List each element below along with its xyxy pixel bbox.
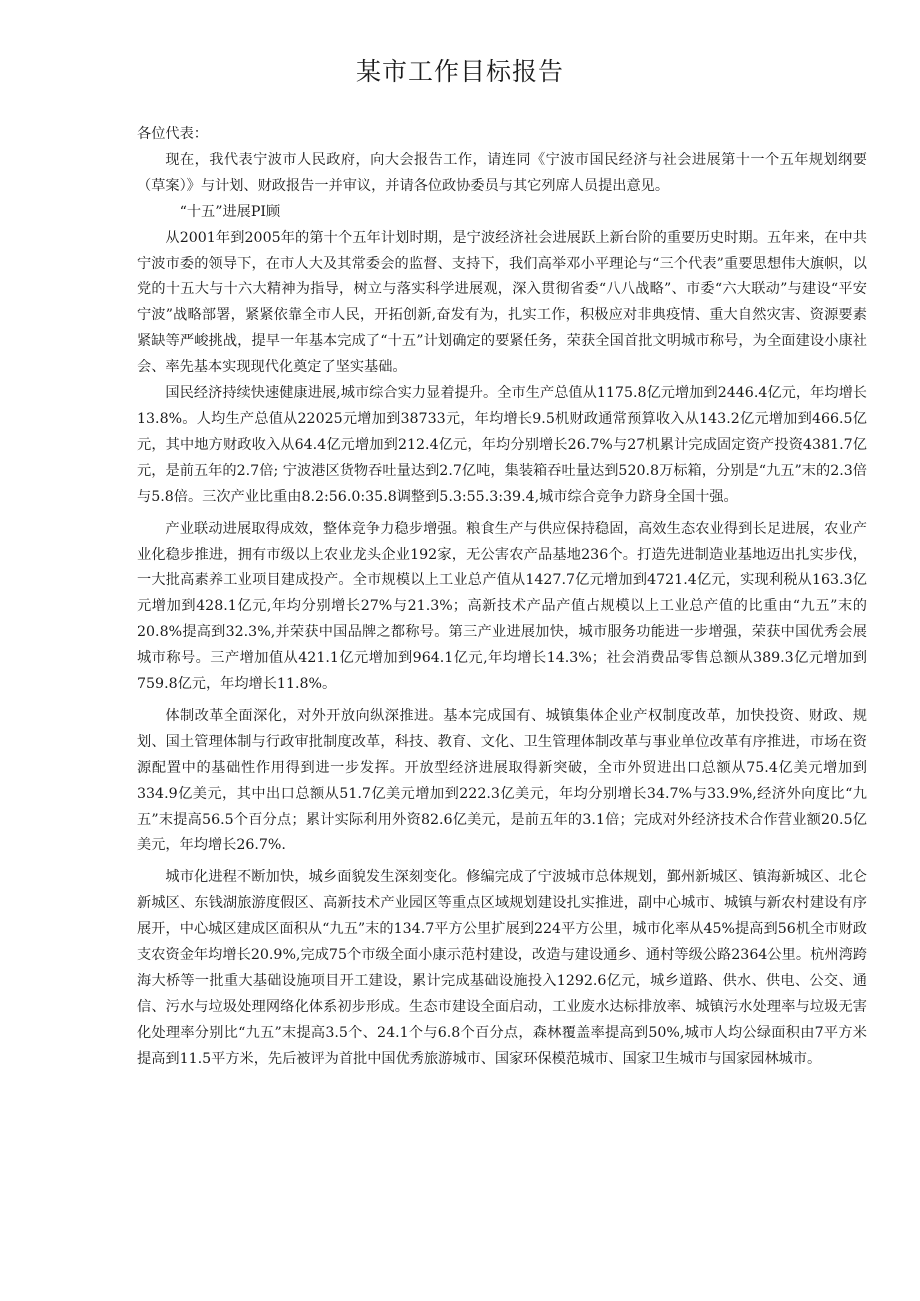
document-title: 某市工作目标报告	[355, 57, 564, 86]
paragraph-economy: 国民经济持续快速健康进展,城市综合实力显着提升。全市生产总值从1175.8亿元增加到2446.4亿元，年均增长13.8%。人均生产总值从22025元增加到38733元，年均增长9.5机财政通常预算收入从143.2亿元增加到466.5亿元，其中地方财政收入从64.4亿元增加到212.4亿元，年均分别增长26.7%与27机累计完成固定资产投资4381.7亿元，是前五年的2.7倍; 宁波港区货物吞吐量达到2.7亿吨，集装箱吞吐量达到520.8万标箱，分别是“九五”末的2.3倍与5.8倍。三次产业比重由8.2:56.0:35.8调整到5.3:55.3:39.4,城市综合竞争力跻身全国十强。	[137, 385, 867, 505]
paragraph-overview: 从2001年到2005年的第十个五年计划时期，是宁波经济社会进展跃上新台阶的重要历史时期。五年来，在中共宁波市委的领导下，在市人大及其常委会的监督、支持下，我们高举邓小平理论与“三个代表”重要思想伟大旗帜，以党的十五大与十六大精神为指导，树立与落实科学进展观，深入贯彻省委“八八战略”、市委“六大联动”与建设“平安宁波”战略部署，紧紧依靠全市人民，开拓创新,奋发有为，扎实工作，积极应对非典疫情、重大自然灾害、资源要素紧缺等严峻挑战，提早一年基本完成了“十五”计划确定的要紧任务，荣获全国首批文明城市称号，为全面建设小康社会、率先基本实现现代化奠定了坚实基础。	[137, 229, 867, 376]
paragraph-urbanization: 城市化进程不断加快，城乡面貌发生深刻变化。修编完成了宁波城市总体规划，鄞州新城区、镇海新城区、北仑新城区、东钱湖旅游度假区、高新技术产业园区等重点区域规划建设扎实推进，副中心城市、城镇与新农村建设有序展开，中心城区建成区面积从“九五”末的134.7平方公里扩展到224平方公里，城市化率从45%提高到56机全市财政支农资金年均增长20.9%,完成75个市级全面小康示范村建设，改造与建设通乡、通村等级公路2364公里。杭州湾跨海大桥等一批重大基础设施项目开工建设，累计完成基础设施投入1292.6亿元，城乡道路、供水、供电、公交、通信、污水与垃圾处理网络化体系初步形成。生态市建设全面启动，工业废水达标排放率、城镇污水处理率与垃圾无害化处理率分别比“九五”末提高3.5个、24.1个与6.8个百分点，森林覆盖率提高到50%,城市人均公绿面积由7平方米提高到11.5平方米，先后被评为首批中国优秀旅游城市、国家环保模范城市、国家卫生城市与国家园林城市。	[137, 869, 867, 1067]
paragraph-intro: 现在，我代表宁波市人民政府，向大会报告工作，请连同《宁波市国民经济与社会进展第十一个五年规划纲要（草案）》与计划、财政报告一并审议，并请各位政协委员与其它列席人员提出意见。	[137, 151, 867, 194]
salutation: 各位代表：	[137, 126, 208, 142]
section-heading: “十五”进展PI顾	[179, 203, 281, 220]
document-body	[137, 122, 867, 1073]
paragraph-industry: 产业联动进展取得成效，整体竞争力稳步增强。粮食生产与供应保持稳固，高效生态农业得到长足进展，农业产业化稳步推进，拥有市级以上农业龙头企业192家，无公害农产品基地236个。打造先进制造业基地迈出扎实步伐，一大批高素养工业项目建成投产。全市规模以上工业总产值从1427.7亿元增加到4721.4亿元，实现利税从163.3亿元增加到428.1亿元,年均分别增长27%与21.3%；高新技术产品产值占规模以上工业总产值的比重由“九五”末的20.8%提高到32.3%,并荣获中国品牌之都称号。第三产业进展加快，城市服务功能进一步增强，荣获中国优秀会展城市称号。三产增加值从421.1亿元增加到964.1亿元,年均增长14.3%；社会消费品零售总额从389.3亿元增加到759.8亿元，年均增长11.8%。	[137, 520, 867, 693]
paragraph-reform: 体制改革全面深化，对外开放向纵深推进。基本完成国有、城镇集体企业产权制度改革，加快投资、财政、规划、国土管理体制与行政审批制度改革，科技、教育、文化、卫生管理体制改革与事业单位改革有序推进，市场在资源配置中的基础性作用得到进一步发挥。开放型经济进展取得新突破，全市外贸进出口总额从75.4亿美元增加到334.9亿美元，其中出口总额从51.7亿美元增加到222.3亿美元，年均分别增长34.7%与33.9%,经济外向度比“九五”末提高56.5个百分点；累计实际利用外资82.6亿美元，是前五年的3.1倍；完成对外经济技术合作营业额20.5亿美元，年均增长26.7%.	[137, 707, 867, 854]
